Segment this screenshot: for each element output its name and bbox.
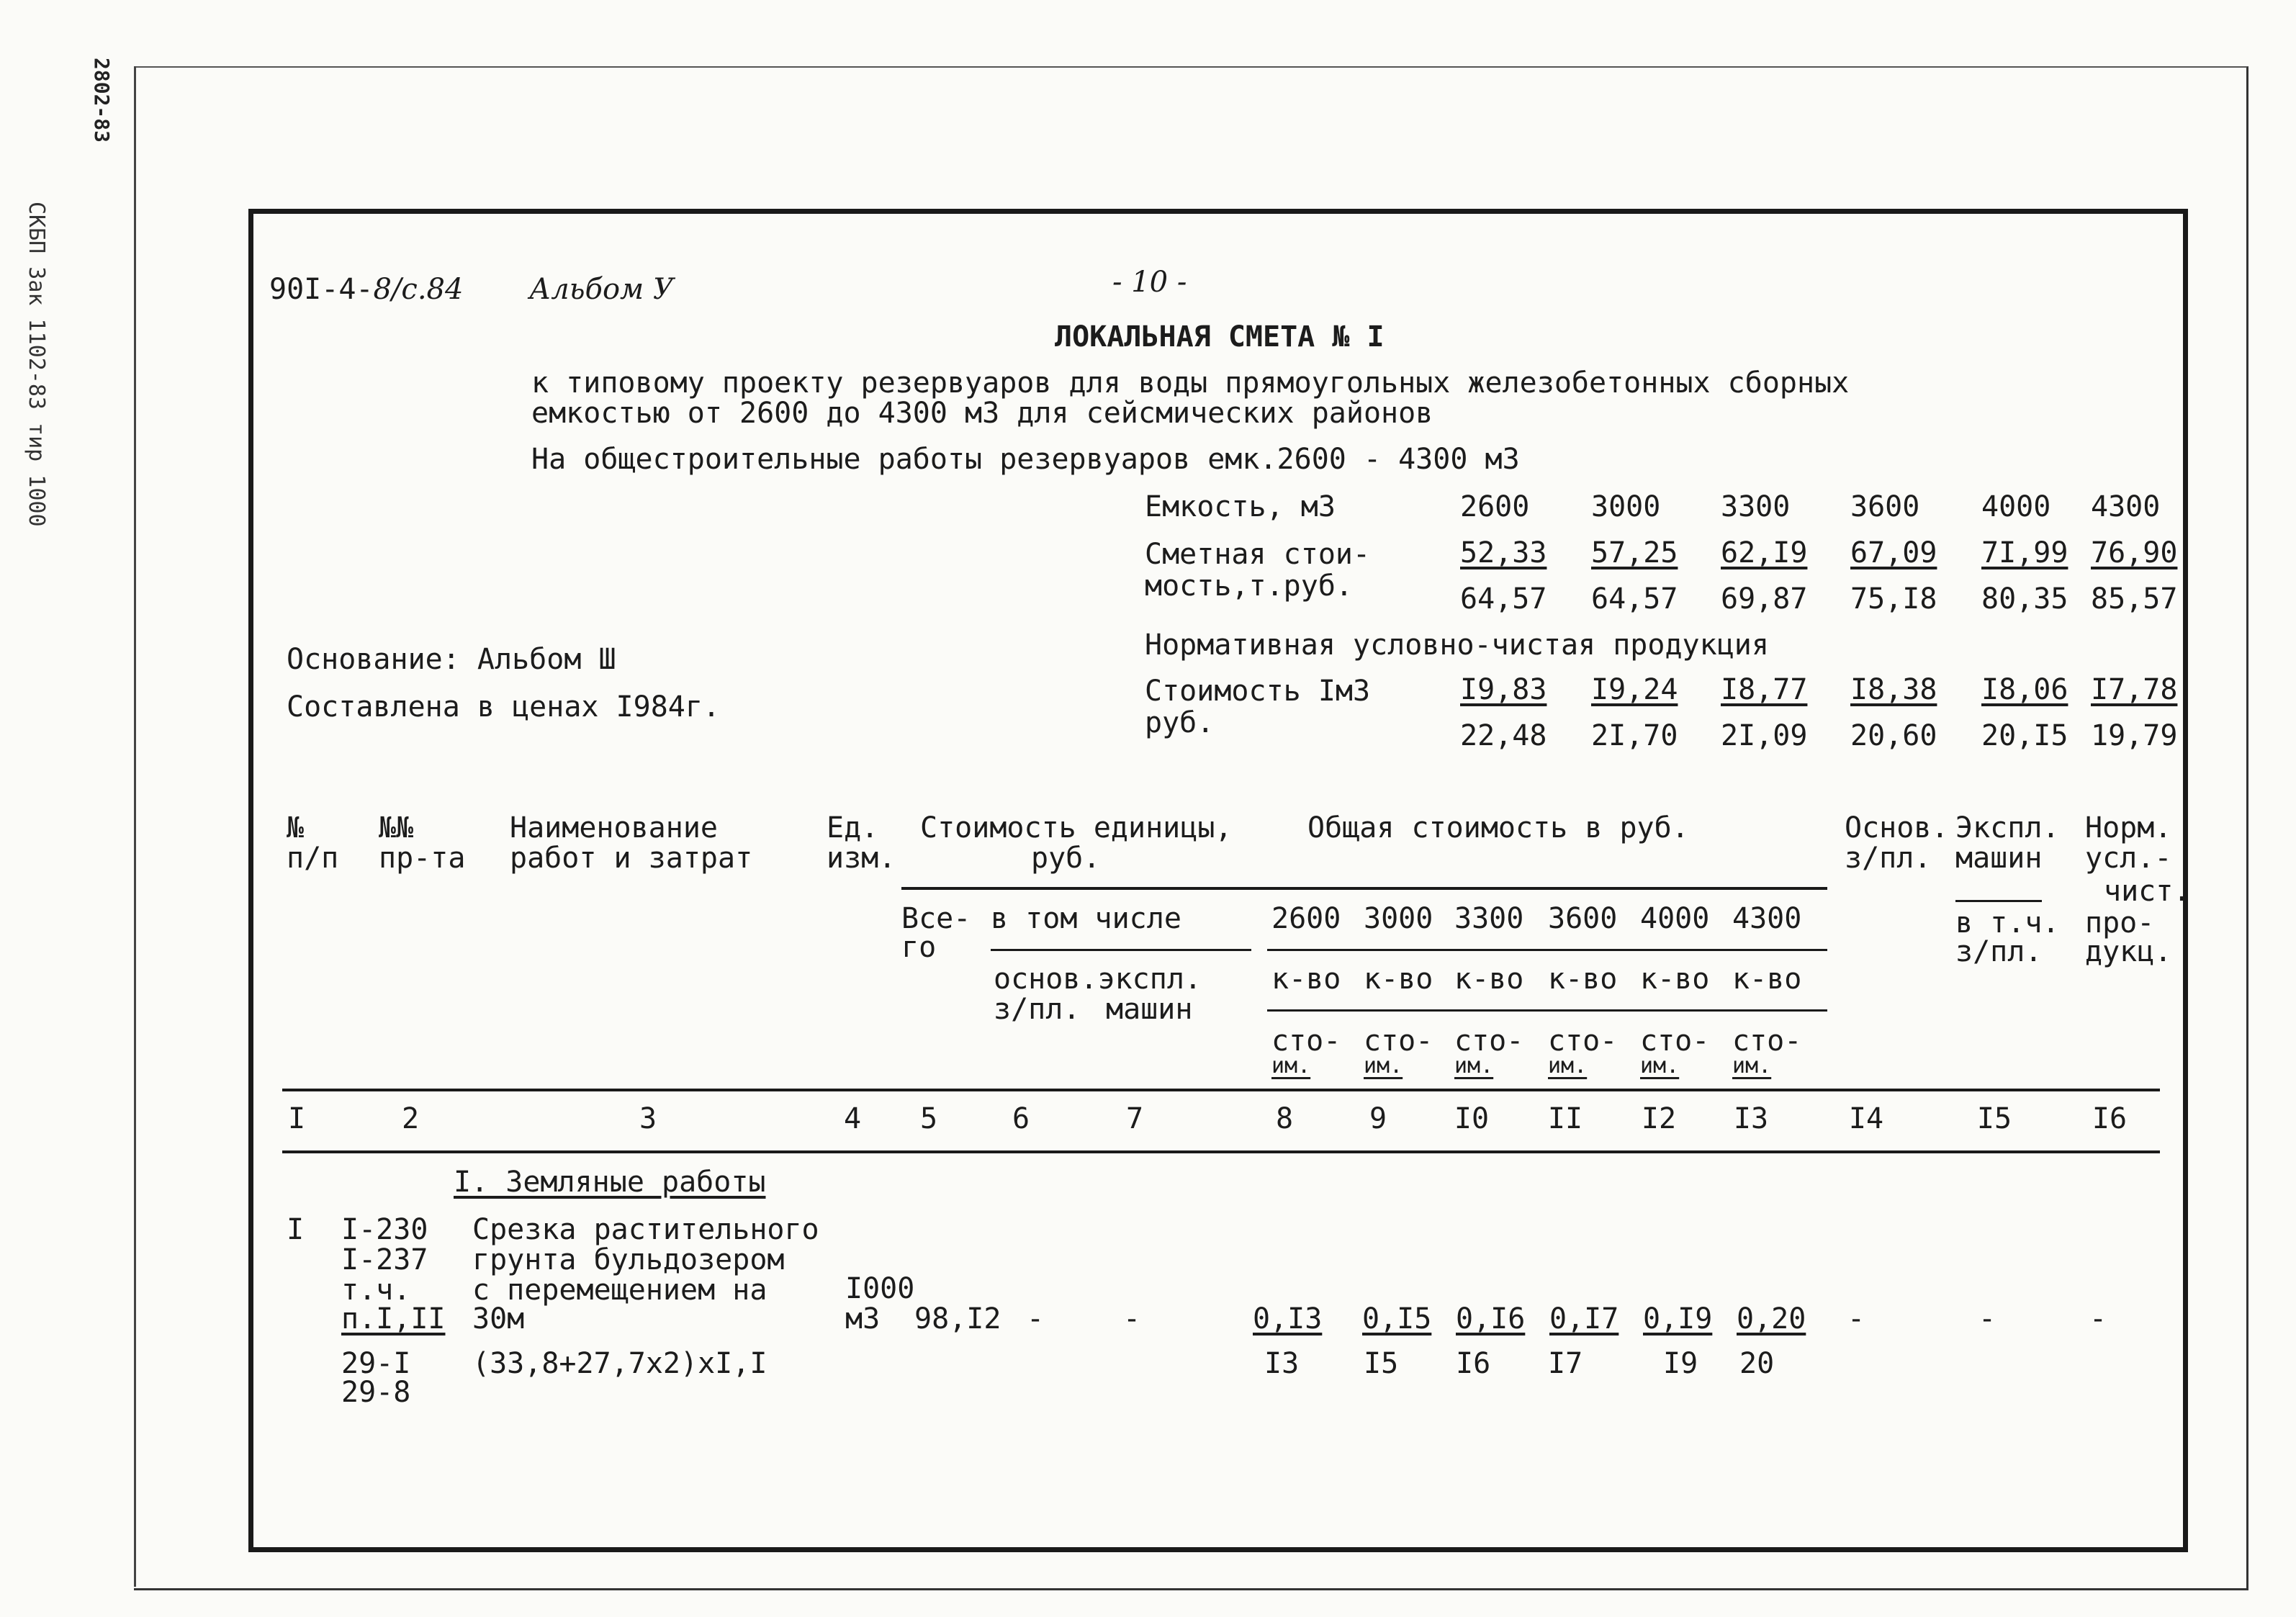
qty-rule — [1267, 1009, 1827, 1012]
unit-cost-top: I7,78 — [2091, 673, 2178, 706]
hdr-unit-cost: руб. — [1031, 842, 1101, 875]
cost-bottom: 80,35 — [1981, 582, 2068, 616]
row-num: I — [287, 1213, 305, 1246]
capacity-value: 3000 — [1591, 490, 1661, 523]
row-cost: I5 — [1364, 1347, 1399, 1380]
hdr-name: работ и затрат — [510, 842, 753, 875]
basis-prices: Составлена в ценах I984г. — [287, 690, 721, 724]
including-rule — [991, 949, 1251, 951]
hdr-ref: №№ — [379, 811, 414, 844]
unit-cost-top: I8,38 — [1850, 673, 1937, 706]
row-ref: 29-8 — [341, 1376, 411, 1409]
hdr-cost: им. — [1271, 1053, 1311, 1078]
hdr-mach: машин — [1106, 993, 1193, 1026]
hdr-qty: к-во — [1271, 963, 1341, 996]
hdr-cost: им. — [1640, 1053, 1680, 1078]
hdr-overall: Общая стоимость в руб. — [1307, 811, 1689, 844]
row-ref: 29-I — [341, 1347, 411, 1380]
hdr-cap: 3300 — [1454, 902, 1524, 935]
album-label: Альбом У — [529, 273, 674, 306]
hdr-qty: к-во — [1364, 963, 1433, 996]
unit-cost-top: I8,77 — [1721, 673, 1808, 706]
col-number: I6 — [2092, 1102, 2128, 1135]
hdr-num: п/п — [287, 842, 339, 875]
cost-bottom: 64,57 — [1591, 582, 1678, 616]
cost-top: 67,09 — [1850, 536, 1937, 569]
hdr-unit-cost: Стоимость единицы, — [920, 811, 1233, 844]
col-number: I2 — [1641, 1102, 1677, 1135]
col-number: 9 — [1369, 1102, 1387, 1135]
col-number: I3 — [1733, 1102, 1769, 1135]
col-number-rule — [282, 1150, 2160, 1153]
cost-bottom: 75,I8 — [1850, 582, 1937, 616]
hdr-cost: сто- — [1548, 1024, 1618, 1058]
col-number: I — [287, 1102, 306, 1135]
cost-bottom: 85,57 — [2091, 582, 2178, 616]
hdr-col14: Основ. — [1845, 811, 1949, 844]
hdr-unit: Ед. — [827, 811, 879, 844]
hdr-wage — [994, 965, 1202, 994]
section-title: I. Земляные работы — [454, 1166, 766, 1199]
col-number: 5 — [919, 1102, 938, 1135]
subtitle-line-1: к типовому проекту резервуаров для воды прямоугольных железобетонных сборных — [531, 366, 1850, 400]
page-title: ЛОКАЛЬНАЯ СМЕТА № I — [1055, 320, 1385, 353]
hdr-col16: усл.- — [2085, 842, 2172, 875]
hdr-col15: машин — [1955, 842, 2043, 875]
scope-line: На общестроительные работы резервуаров емк.2600 - 4300 м3 — [531, 443, 1520, 476]
hdr-col16: Норм. — [2085, 811, 2172, 844]
hdr-col15: Экспл. — [1955, 811, 2060, 844]
row-ref: I-237 — [341, 1243, 428, 1276]
row-qty: 0,I6 — [1456, 1302, 1526, 1336]
hdr-wage-a: основ. — [994, 963, 1098, 996]
cost-top: 62,I9 — [1721, 536, 1808, 569]
capacity-value: 2600 — [1460, 490, 1530, 523]
col-number: I5 — [1976, 1102, 2012, 1135]
hdr-total: Всe- — [901, 902, 971, 935]
unit-cost-bottom: 20,I5 — [1981, 719, 2068, 752]
row-unit-total: 98,I2 — [914, 1302, 1001, 1336]
hdr-col15: з/пл. — [1955, 935, 2043, 968]
outer-frame-left — [134, 66, 136, 1587]
capacity-label: Емкость, м3 — [1145, 490, 1336, 523]
col-number: 7 — [1125, 1102, 1144, 1135]
row-unit-wage: - — [1027, 1302, 1045, 1336]
row-name: Срезка растительного — [472, 1213, 819, 1246]
row-cost: I9 — [1663, 1347, 1698, 1380]
cost-bottom: 69,87 — [1721, 582, 1808, 616]
hdr-cap: 3000 — [1364, 902, 1433, 935]
unit-cost-top: I9,24 — [1591, 673, 1678, 706]
capacity-value: 4300 — [2091, 490, 2161, 523]
row-qty: 0,20 — [1737, 1302, 1806, 1336]
row-unit: м3 — [845, 1302, 881, 1336]
row-col16: - — [2089, 1302, 2107, 1336]
hdr-num: № — [287, 811, 305, 844]
row-ref: п.I,II — [341, 1302, 446, 1336]
capacity-value: 3600 — [1850, 490, 1920, 523]
cost-top: 52,33 — [1460, 536, 1547, 569]
unit-cost-bottom: 19,79 — [2091, 719, 2178, 752]
row-col14: - — [1847, 1302, 1865, 1336]
hdr-cap: 3600 — [1548, 902, 1618, 935]
row-formula: (33,8+27,7x2)xI,I — [472, 1347, 767, 1380]
row-cost: 20 — [1739, 1347, 1775, 1380]
hdr-qty: к-во — [1454, 963, 1524, 996]
cost-label: мость,т.руб. — [1145, 569, 1353, 603]
hdr-col16: чист. — [2104, 875, 2191, 908]
caps-rule — [1267, 949, 1827, 951]
hdr-mach-a: экспл. — [1097, 963, 1202, 996]
unit-cost-bottom: 2I,09 — [1721, 719, 1808, 752]
hdr-cap: 4000 — [1640, 902, 1710, 935]
row-cost: I3 — [1264, 1347, 1300, 1380]
header-rule-1 — [901, 887, 1827, 890]
header-bottom-rule — [282, 1089, 2160, 1091]
col-number: 4 — [843, 1102, 862, 1135]
col-number: I0 — [1454, 1102, 1490, 1135]
page-number: - 10 - — [1112, 266, 1187, 299]
hdr-col16: про- — [2085, 906, 2155, 940]
unit-cost-bottom: 22,48 — [1460, 719, 1547, 752]
hdr-total: го — [901, 931, 937, 964]
row-qty: 0,I3 — [1253, 1302, 1323, 1336]
hdr-wage: з/пл. — [994, 993, 1081, 1026]
margin-stamp: 2802-83 — [90, 58, 114, 143]
row-cost: I7 — [1548, 1347, 1583, 1380]
cost-top: 76,90 — [2091, 536, 2178, 569]
hdr-col15: в т.ч. — [1955, 906, 2060, 940]
capacity-value: 3300 — [1721, 490, 1791, 523]
row-qty: 0,I7 — [1549, 1302, 1619, 1336]
col-number: II — [1547, 1102, 1583, 1135]
hdr-cost: сто- — [1271, 1024, 1341, 1058]
row-unit: I000 — [845, 1272, 915, 1305]
col-number: 3 — [639, 1102, 657, 1135]
hdr-cap: 2600 — [1271, 902, 1341, 935]
row-name: грунта бульдозером — [472, 1243, 785, 1276]
row-col15: - — [1978, 1302, 1996, 1336]
hdr-unit: изм. — [827, 842, 896, 875]
unit-cost-top: I9,83 — [1460, 673, 1547, 706]
row-name: с перемещением на — [472, 1274, 767, 1307]
doc-code-handwritten: 8/с.84 — [373, 273, 464, 306]
hdr-qty: к-во — [1640, 963, 1710, 996]
cost-top: 57,25 — [1591, 536, 1678, 569]
normative-label: Нормативная условно-чистая продукция — [1145, 629, 1769, 662]
margin-print-note: СКБП Зак 1102-83 тир 1000 — [24, 202, 49, 527]
col-number: 6 — [1012, 1102, 1030, 1135]
row-ref: I-230 — [341, 1213, 428, 1246]
hdr-cost: сто- — [1640, 1024, 1710, 1058]
unit-cost-top: I8,06 — [1981, 673, 2068, 706]
subtitle-line-2: емкостью от 2600 до 4300 м3 для сейсмических районов — [531, 397, 1433, 430]
hdr-qty: к-во — [1732, 963, 1802, 996]
doc-code — [269, 275, 463, 304]
col-number: 2 — [401, 1102, 420, 1135]
hdr-cost: им. — [1454, 1053, 1494, 1078]
unit-cost-bottom: 2I,70 — [1591, 719, 1678, 752]
basis-foundation: Основание: Альбом Ш — [287, 643, 616, 676]
capacity-value: 4000 — [1981, 490, 2051, 523]
hdr-cap: 4300 — [1732, 902, 1802, 935]
hdr-col16: дукц. — [2085, 935, 2172, 968]
hdr-cost: сто- — [1732, 1024, 1802, 1058]
row-qty: 0,I5 — [1362, 1302, 1432, 1336]
hdr-ref: пр-та — [379, 842, 466, 875]
hdr-qty: к-во — [1548, 963, 1618, 996]
unit-cost-label: Стоимость Iм3 — [1145, 675, 1371, 708]
hdr-cost: сто- — [1454, 1024, 1524, 1058]
hdr-col14: з/пл. — [1845, 842, 1932, 875]
unit-cost-label: руб. — [1145, 706, 1215, 739]
col-number: 8 — [1275, 1102, 1294, 1135]
col-number: I4 — [1848, 1102, 1884, 1135]
hdr-name: Наименование — [510, 811, 718, 844]
cost-label: Сметная стои- — [1145, 538, 1371, 571]
row-ref: т.ч. — [341, 1274, 411, 1307]
row-unit-mach: - — [1123, 1302, 1141, 1336]
col15-divider — [1955, 900, 2042, 902]
hdr-cost: им. — [1732, 1053, 1772, 1078]
hdr-cost: сто- — [1364, 1024, 1433, 1058]
doc-code-print: 90I-4- — [269, 273, 374, 306]
row-name: 30м — [472, 1302, 525, 1336]
cost-top: 7I,99 — [1981, 536, 2068, 569]
unit-cost-bottom: 20,60 — [1850, 719, 1937, 752]
hdr-including: в том числе — [991, 902, 1181, 935]
hdr-cost: им. — [1364, 1053, 1403, 1078]
row-cost: I6 — [1456, 1347, 1491, 1380]
hdr-cost: им. — [1548, 1053, 1588, 1078]
cost-bottom: 64,57 — [1460, 582, 1547, 616]
row-qty: 0,I9 — [1643, 1302, 1713, 1336]
